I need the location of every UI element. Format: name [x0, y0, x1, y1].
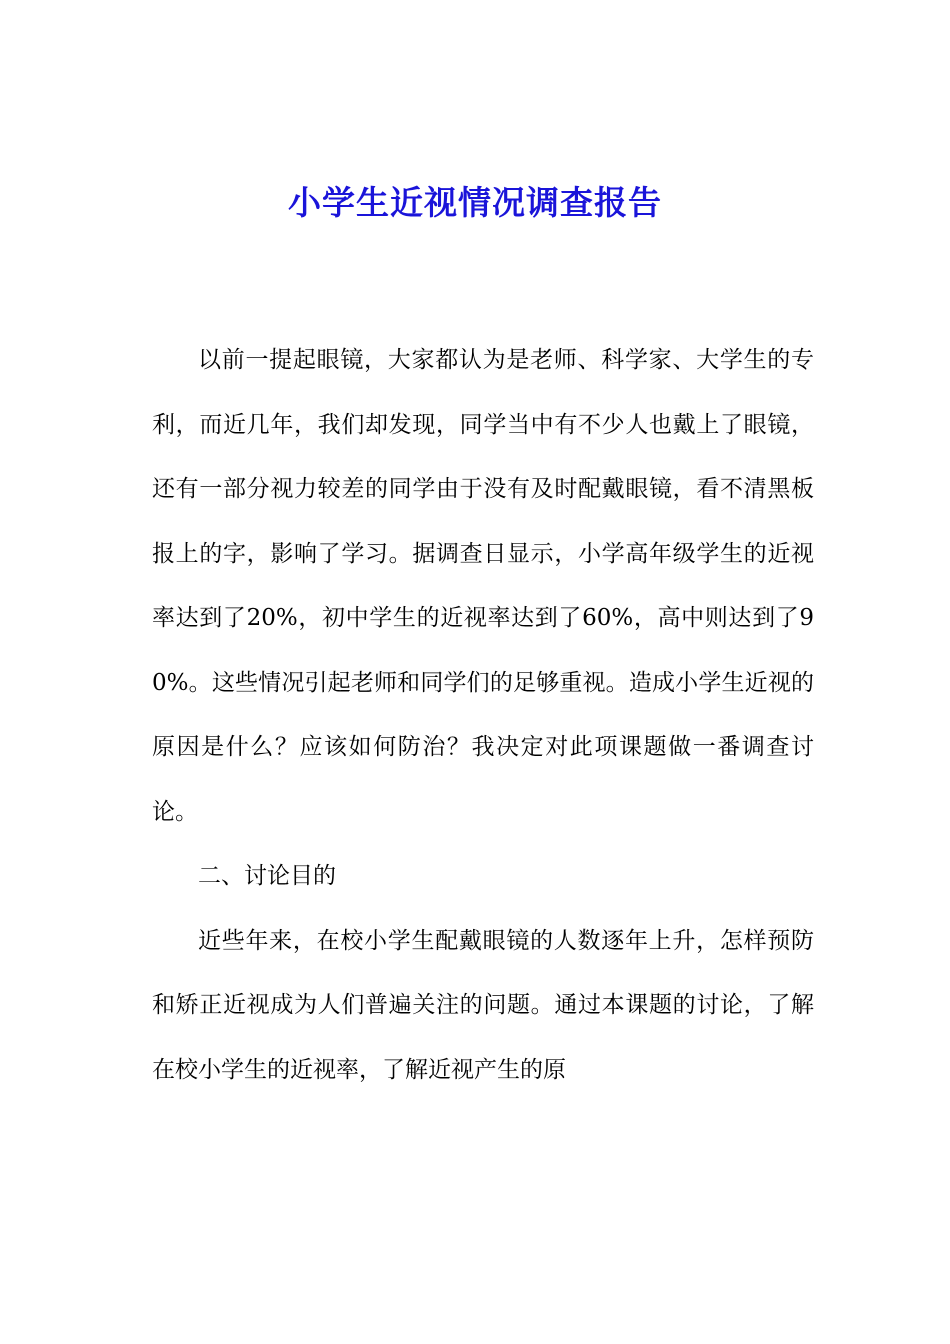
intro-paragraph: 以前一提起眼镜，大家都认为是老师、科学家、大学生的专利，而近几年，我们却发现，同学当中有不少人也戴上了眼镜，还有一部分视力较差的同学由于没有及时配戴眼镜，看不清黑板报上的字，影响了学习。据调查日显示，小学高年级学生的近视率达到了20%，初中学生的近视率达到了60%，高中则达到了90%。这些情况引起老师和同学们的足够重视。造成小学生近视的原因是什么？应该如何防治？我决定对此项课题做一番调查讨论。 [152, 347, 814, 825]
document-body [152, 328, 814, 1102]
document-title: 小学生近视情况调查报告 [288, 183, 662, 222]
section-heading-purpose: 二、讨论目的 [198, 863, 336, 889]
purpose-paragraph: 近些年来，在校小学生配戴眼镜的人数逐年上升，怎样预防和矫正近视成为人们普遍关注的问题。通过本课题的讨论，了解在校小学生的近视率，了解近视产生的原 [152, 927, 814, 1083]
